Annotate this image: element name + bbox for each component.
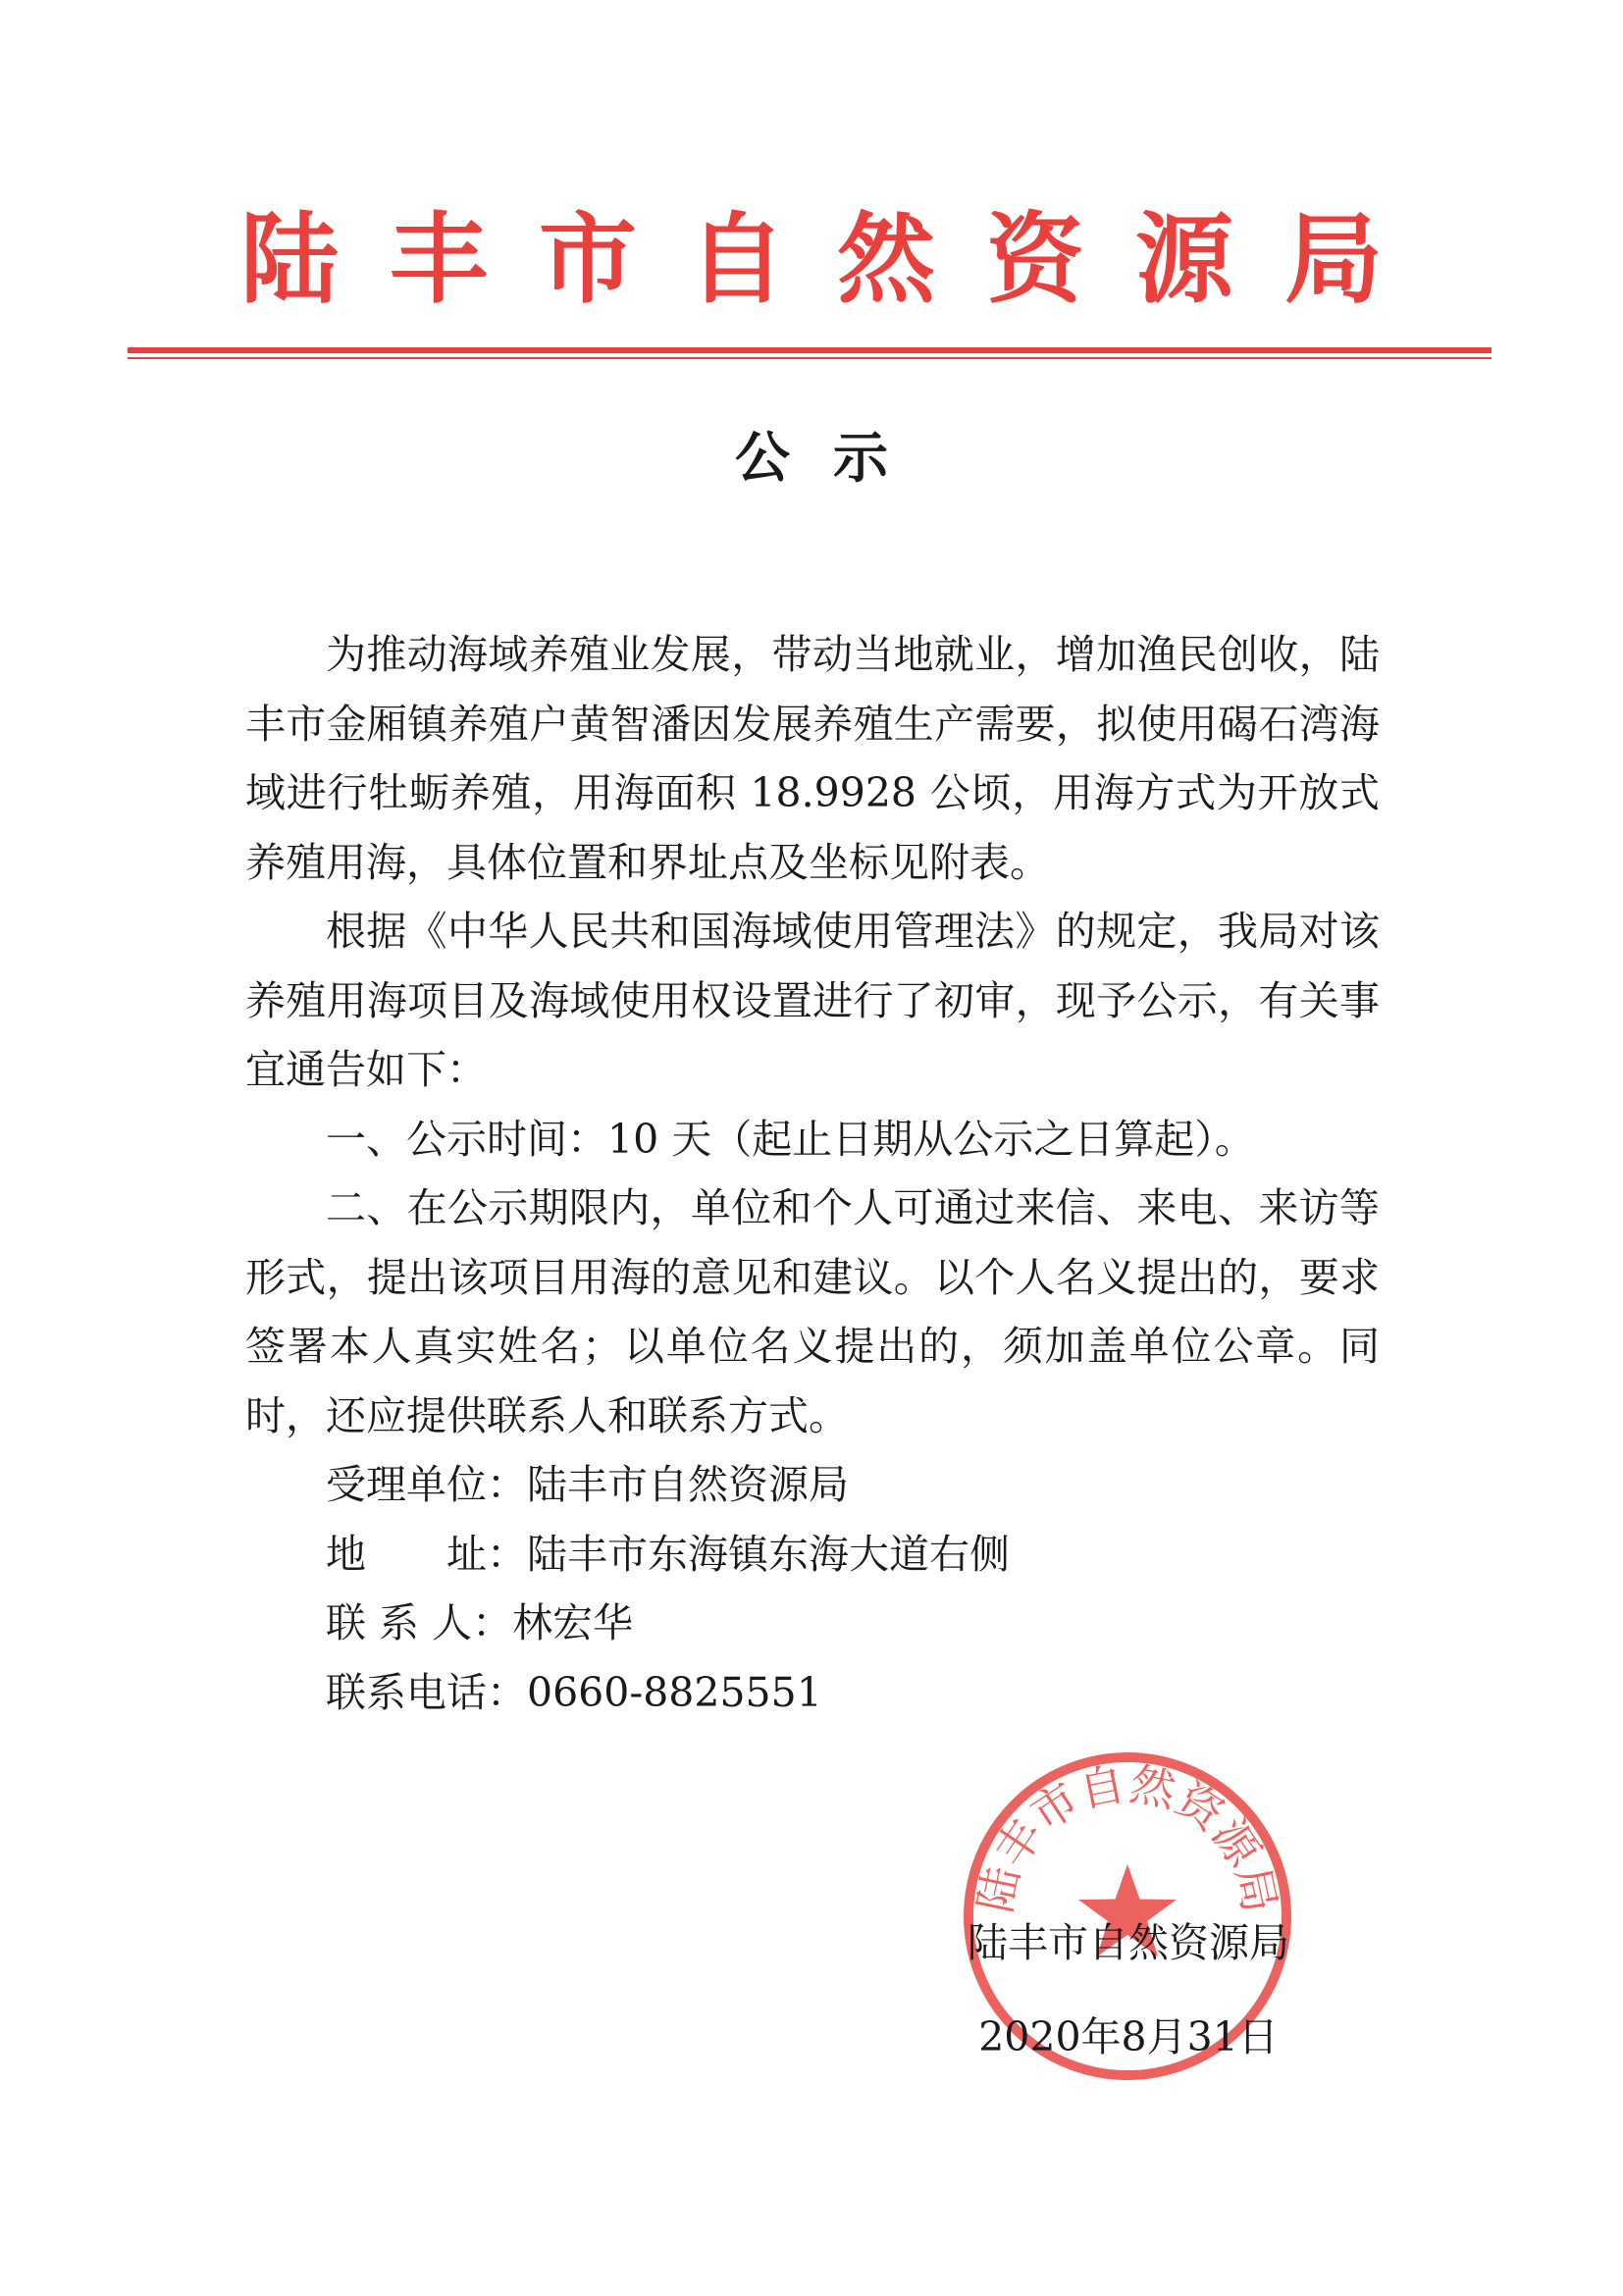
signature-org: 陆丰市自然资源局	[968, 1919, 1289, 1966]
contact-value: 陆丰市自然资源局	[527, 1461, 849, 1508]
document-title: 公示	[735, 427, 931, 491]
contact-row-phone	[245, 1658, 1380, 1728]
seal-text: 陆丰市自然资源局	[968, 1756, 1287, 1917]
contact-value: 陆丰市东海镇东海大道右侧	[527, 1530, 1010, 1578]
contact-label: 地 址：	[326, 1530, 527, 1578]
header-rule-thin	[128, 357, 1492, 359]
contact-label: 受理单位：	[326, 1461, 527, 1508]
paragraph-legal-basis: 根据《中华人民共和国海域使用管理法》的规定，我局对该养殖用海项目及海域使用权设置进行了初审，现予公示，有关事宜通告如下：	[245, 908, 1380, 1093]
agency-masthead: 陆丰市自然资源局	[240, 202, 1434, 317]
paragraph-feedback: 二、在公示期限内，单位和个人可通过来信、来电、来访等形式，提出该项目用海的意见和建议。以个人名义提出的，要求签署本人真实姓名；以单位名义提出的，须加盖单位公章。同时，还应提供联系人和联系方式。	[245, 1184, 1380, 1439]
paragraph-notice-period: 一、公示时间：10 天（起止日期从公示之日算起）。	[326, 1115, 1255, 1163]
header-rule-thick	[128, 347, 1492, 353]
contact-value: 0660-8825551	[527, 1668, 822, 1716]
contact-value: 林宏华	[512, 1599, 634, 1646]
contact-row-person	[245, 1589, 1380, 1658]
contact-row-unit	[245, 1450, 1380, 1520]
document-body	[245, 620, 1380, 1727]
contact-row-address	[245, 1520, 1380, 1590]
paragraph-intro: 为推动海域养殖业发展，带动当地就业，增加渔民创收，陆丰市金厢镇养殖户黄智潘因发展养殖生产需要，拟使用碣石湾海域进行牡蛎养殖，用海面积 18.9928 公顷，用海方式为开放式养殖用海，具体位置和界址点及坐标见附表。	[245, 631, 1380, 886]
contact-label: 联 系 人：	[326, 1599, 513, 1646]
signature-date: 2020年8月31日	[978, 2013, 1279, 2061]
signature-block	[932, 1896, 1325, 2084]
contact-label: 联系电话：	[326, 1668, 527, 1716]
